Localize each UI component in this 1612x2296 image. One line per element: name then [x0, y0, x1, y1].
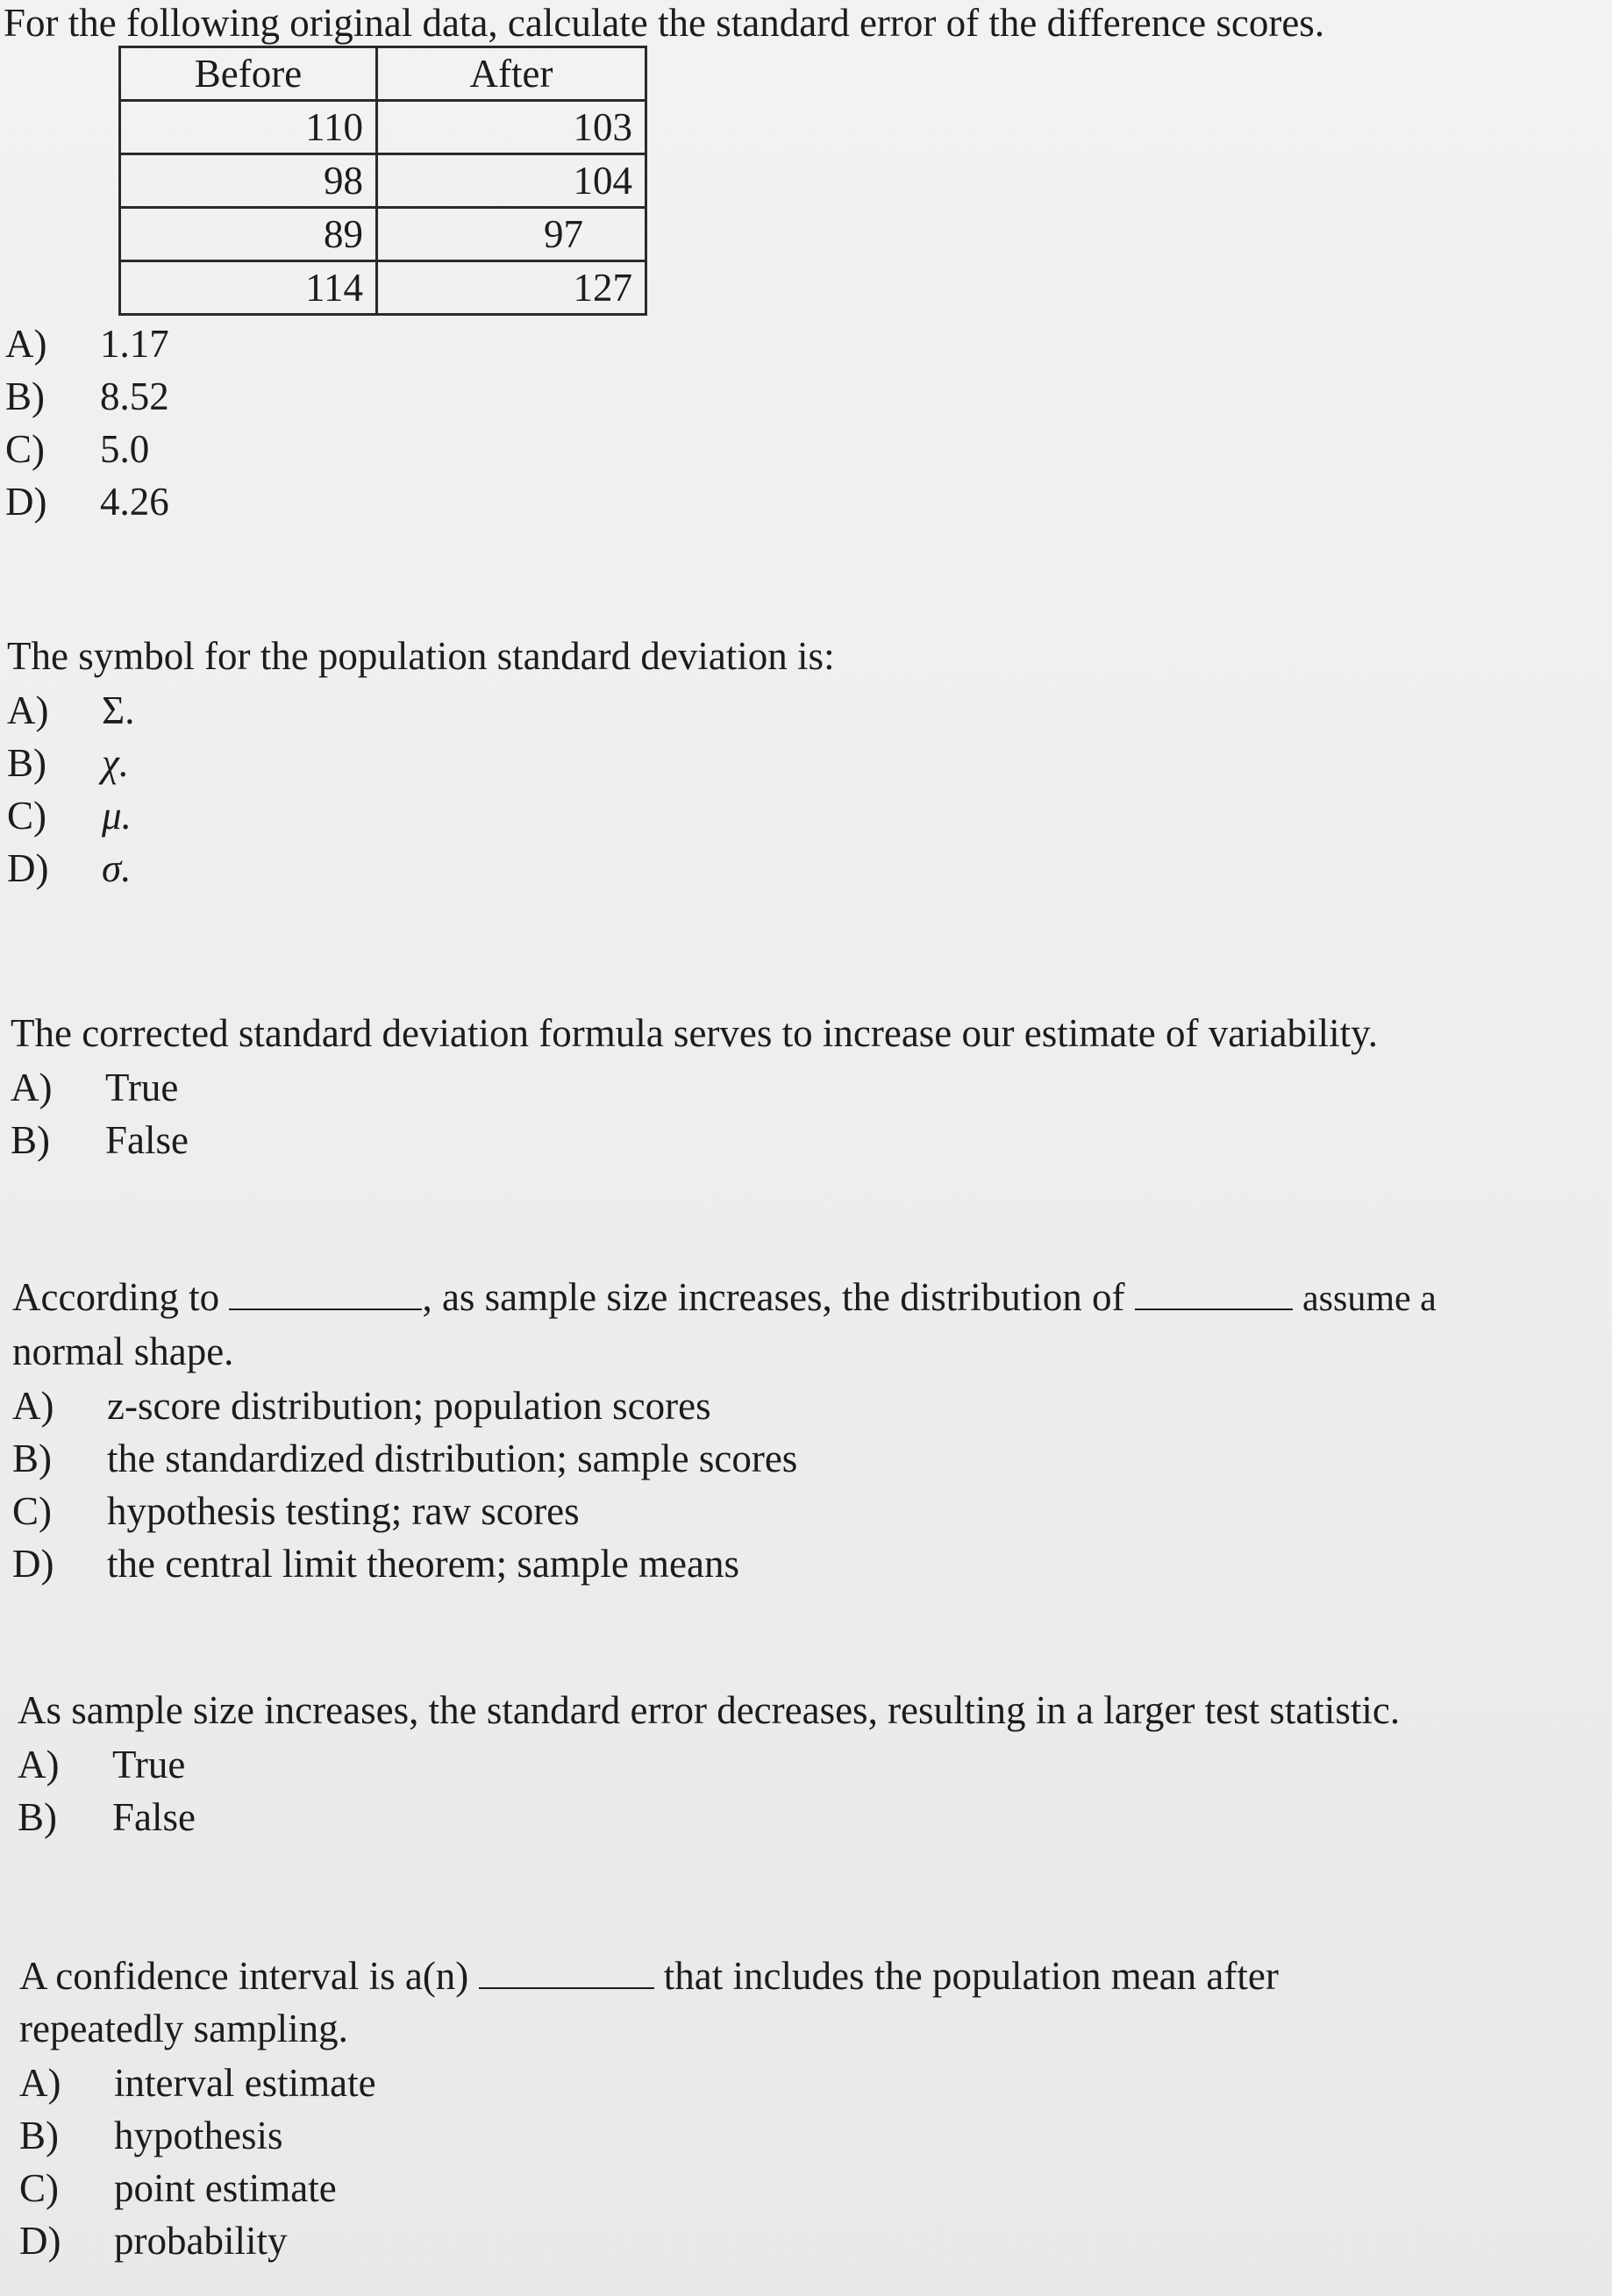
option-text: σ.	[102, 846, 132, 890]
answer-blank	[229, 1270, 422, 1310]
option-b[interactable]	[18, 1791, 1612, 1843]
question-4-stem-line2: normal shape.	[12, 1330, 234, 1373]
option-letter: C)	[5, 427, 45, 471]
option-text: True	[112, 1743, 186, 1786]
option-d[interactable]	[7, 842, 1612, 895]
option-letter: A)	[5, 322, 47, 366]
option-letter: B)	[11, 1118, 50, 1162]
option-text: probability	[114, 2219, 288, 2263]
question-6-stem-line2: repeatedly sampling.	[19, 2007, 348, 2050]
table-cell: 104	[377, 154, 646, 208]
stem-text: A confidence interval is a(n)	[19, 1954, 469, 1998]
option-text: μ.	[102, 794, 132, 838]
option-letter: B)	[5, 374, 45, 418]
option-b[interactable]	[7, 737, 1612, 789]
header-after: After	[377, 47, 646, 101]
table-cell: 89	[120, 208, 377, 261]
option-b[interactable]	[12, 1432, 1612, 1485]
option-letter: C)	[19, 2166, 59, 2210]
option-text: True	[105, 1066, 179, 1109]
question-3-stem: The corrected standard deviation formula serves to increase our estimate of variability.	[11, 1011, 1378, 1055]
option-a[interactable]	[19, 2057, 1612, 2109]
option-a[interactable]	[5, 317, 1612, 370]
option-text: 8.52	[100, 374, 169, 418]
question-5	[18, 1684, 1612, 1843]
option-text: 4.26	[100, 480, 169, 524]
table-cell: 127	[377, 261, 646, 315]
option-letter: D)	[7, 846, 49, 890]
answer-blank	[1135, 1270, 1293, 1310]
table-cell: 110	[120, 101, 377, 154]
option-c[interactable]	[7, 789, 1612, 842]
option-letter: D)	[12, 1542, 54, 1586]
option-text: False	[112, 1795, 196, 1839]
option-letter: B)	[7, 741, 46, 785]
table-row	[120, 261, 646, 315]
option-text: 5.0	[100, 427, 150, 471]
question-3	[11, 1007, 1612, 1166]
option-letter: D)	[5, 480, 47, 524]
question-6-stem-line1	[19, 1949, 1612, 2002]
stem-text: assume a	[1302, 1279, 1437, 1319]
option-text: χ.	[102, 741, 130, 785]
option-letter: A)	[18, 1743, 60, 1786]
question-4-stem-line1	[12, 1270, 1612, 1325]
option-letter: C)	[7, 794, 46, 838]
option-text: point estimate	[114, 2166, 337, 2210]
question-5-stem: As sample size increases, the standard error decreases, resulting in a larger test statistic.	[18, 1688, 1401, 1732]
option-letter: D)	[19, 2219, 61, 2263]
table-row	[120, 208, 646, 261]
option-text: z-score distribution; population scores	[107, 1384, 711, 1428]
option-c[interactable]	[19, 2162, 1612, 2214]
stem-text: , as sample size increases, the distribution of	[422, 1275, 1125, 1319]
option-letter: C)	[12, 1489, 52, 1533]
option-letter: A)	[11, 1066, 53, 1109]
option-c[interactable]	[5, 423, 1612, 475]
data-table	[118, 46, 647, 316]
table-row	[120, 154, 646, 208]
option-b[interactable]	[11, 1114, 1612, 1166]
option-b[interactable]	[5, 370, 1612, 423]
option-a[interactable]	[11, 1061, 1612, 1114]
option-d[interactable]	[5, 475, 1612, 528]
option-text: False	[105, 1118, 189, 1162]
table-cell: 103	[377, 101, 646, 154]
question-1-options	[5, 317, 1612, 528]
option-d[interactable]	[19, 2214, 1612, 2267]
option-text: hypothesis	[114, 2114, 283, 2157]
question-2-stem: The symbol for the population standard deviation is:	[7, 634, 835, 678]
option-text: the central limit theorem; sample means	[107, 1542, 740, 1586]
option-letter: B)	[12, 1437, 52, 1480]
option-text: hypothesis testing; raw scores	[107, 1489, 580, 1533]
option-text: the standardized distribution; sample scores	[107, 1437, 798, 1480]
table-cell: 98	[120, 154, 377, 208]
option-text: interval estimate	[114, 2061, 376, 2105]
question-1-stem: For the following original data, calculate the standard error of the difference scores.	[4, 1, 1325, 45]
option-letter: B)	[19, 2114, 59, 2157]
question-2	[7, 630, 1612, 895]
answer-blank	[479, 1949, 654, 1989]
stem-text: According to	[12, 1275, 220, 1319]
option-b[interactable]	[19, 2109, 1612, 2162]
option-text: 1.17	[100, 322, 169, 366]
option-a[interactable]	[18, 1738, 1612, 1791]
table-row	[120, 101, 646, 154]
question-1	[0, 0, 1612, 49]
option-d[interactable]	[12, 1537, 1612, 1590]
table-cell: 114	[120, 261, 377, 315]
table-header-row	[120, 47, 646, 101]
option-c[interactable]	[12, 1485, 1612, 1537]
option-a[interactable]	[7, 684, 1612, 737]
stem-text: that includes the population mean after	[663, 1954, 1279, 1998]
header-before: Before	[120, 47, 377, 101]
option-letter: A)	[19, 2061, 61, 2105]
option-a[interactable]	[12, 1380, 1612, 1432]
option-letter: A)	[7, 688, 49, 732]
option-letter: A)	[12, 1384, 54, 1428]
question-6	[19, 1949, 1612, 2267]
table-cell: 97	[377, 208, 646, 261]
question-4	[12, 1270, 1612, 1590]
option-text: Σ.	[102, 688, 135, 732]
option-letter: B)	[18, 1795, 57, 1839]
